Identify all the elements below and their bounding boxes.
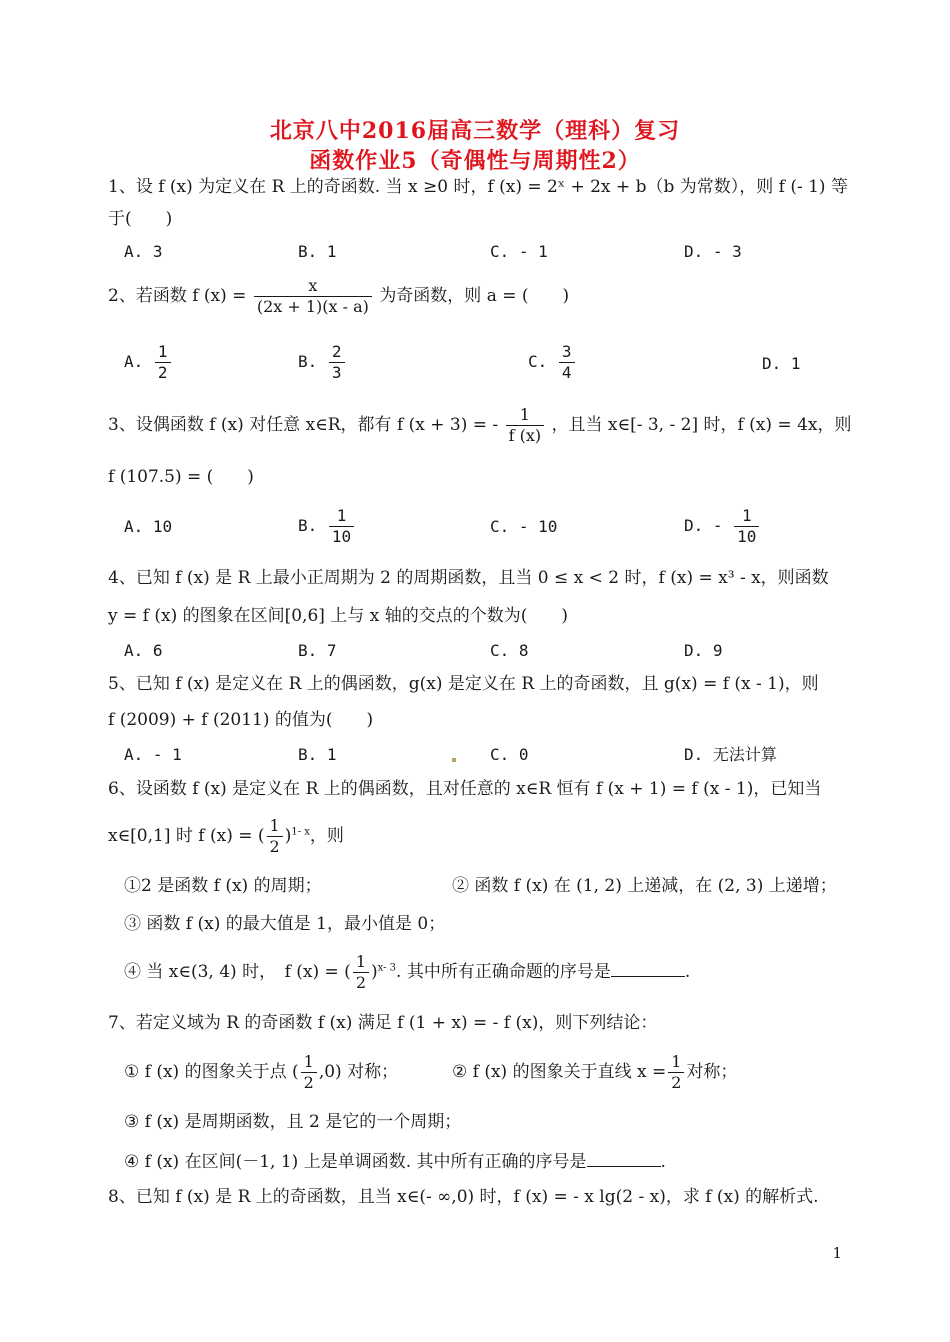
q3-option-d-den: 10 [734, 526, 759, 547]
q2-option-a [124, 342, 173, 383]
q6-line-2-suffix: ，则 [309, 826, 344, 846]
q7-item-1 [124, 1052, 398, 1093]
q7-item-4-text: ④ f (x) 在区间(－1, 1) 上是单调函数. 其中所有正确的序号是 [124, 1152, 587, 1172]
q2-option-d: D. 1 [762, 354, 801, 373]
q7-item-2 [452, 1052, 737, 1093]
q6-half-num: 1 [269, 816, 280, 835]
q3-option-b-num: 1 [336, 506, 347, 525]
q7-item-1-half-num: 1 [303, 1052, 314, 1071]
q7-item-3: ③ f (x) 是周期函数，且 2 是它的一个周期； [124, 1112, 462, 1132]
q4-option-b: B. 7 [298, 641, 337, 660]
title-line-1: 北京八中2016届高三数学（理科）复习 [269, 118, 681, 144]
q3-suffix: ，且当 x∈[- 3, - 2] 时，f (x) = 4x，则 [551, 415, 852, 435]
q6-item-4: ④ 当 x∈(3, 4) 时， f (x) = ( $\frac{1}{2}$ )$^{x- 3}$. 其中所有正确命题的序号是 . [124, 952, 691, 992]
q1-line-1: 1、设 f (x) 为定义在 R 上的奇函数. 当 x ≥0 时，f (x) = 2ˣ + 2x + b（b 为常数），则 f (- 1) 等 [108, 177, 848, 197]
q1-option-a: A. 3 [124, 242, 163, 261]
q6-line-2: x∈[0,1] 时 f (x) = ( $\frac{1}{2}$ )$^{1- x}$，则 [108, 816, 344, 856]
q3-option-c: C. - 10 [490, 517, 558, 536]
q6-item-4-prefix: ④ 当 x∈(3, 4) 时， f (x) = ( [124, 962, 351, 982]
q2-option-c [528, 342, 577, 383]
q3-line-2: f (107.5) = ( ) [108, 467, 254, 487]
page-number: 1 [832, 1244, 842, 1262]
q1-option-b: B. 1 [298, 242, 337, 261]
q3-option-b-den: 10 [329, 526, 354, 547]
q7-item-2-half-den: 2 [668, 1072, 684, 1093]
q5-option-a: A. - 1 [124, 745, 182, 764]
q3-line-1 [108, 405, 851, 446]
q5-line-2: f (2009) + f (2011) 的值为( ) [108, 710, 374, 730]
q4-option-c: C. 8 [490, 641, 529, 660]
q7-item-4: ④ f (x) 在区间(－1, 1) 上是单调函数. 其中所有正确的序号是 . [124, 1148, 666, 1173]
q7-item-2-suffix: 对称； [686, 1062, 738, 1082]
q2-fraction-den: (2x + 1)(x - a) [254, 296, 372, 317]
q6-answer-blank[interactable] [611, 958, 685, 977]
q6-item-4-half-num: 1 [355, 952, 367, 971]
q7-item-2-half-num: 1 [671, 1052, 682, 1071]
q6-half-den: 2 [267, 836, 283, 857]
q3-fraction-den: f (x) [506, 425, 545, 446]
q2-option-c-label: C. [528, 352, 548, 371]
q2-option-b-label: B. [298, 352, 318, 371]
q8-line-1: 8、已知 f (x) 是 R 上的奇函数，且当 x∈(- ∞,0) 时，f (x) = - x lg(2 - x)，求 f (x) 的解析式. [108, 1187, 819, 1207]
q6-line-2-prefix: x∈[0,1] 时 f (x) = ( [108, 826, 265, 846]
q6-line-2-exponent: 1- x [291, 826, 310, 838]
q2-fraction [254, 276, 372, 317]
q1-option-c: C. - 1 [490, 242, 548, 261]
q6-item-1: ①2 是函数 f (x) 的周期； [124, 876, 322, 896]
q1-line-2: 于( ) [108, 209, 173, 229]
q2-option-a-label: A. [124, 352, 144, 371]
q6-item-4-suffix: . 其中所有正确命题的序号是 [396, 962, 611, 982]
q3-option-b-label: B. [298, 516, 318, 535]
q7-answer-blank[interactable] [587, 1148, 661, 1167]
q2-option-c-den: 4 [559, 362, 575, 383]
q5-option-c: C. 0 [490, 745, 529, 764]
q7-item-2-prefix: ② f (x) 的图象关于直线 x = [452, 1062, 667, 1082]
q4-line-1: 4、已知 f (x) 是 R 上最小正周期为 2 的周期函数，且当 0 ≤ x < 2 时，f (x) = x³ - x，则函数 [108, 568, 829, 588]
q3-option-a: A. 10 [124, 517, 173, 536]
q7-item-1-half-den: 2 [301, 1072, 317, 1093]
q6-item-3: ③ 函数 f (x) 的最大值是 1，最小值是 0； [124, 914, 446, 934]
title-line-2: 函数作业5（奇偶性与周期性2） [309, 148, 641, 174]
q2-option-a-den: 2 [155, 362, 171, 383]
q1-option-d: D. - 3 [684, 242, 742, 261]
q6-item-4-exponent: x- 3 [377, 962, 397, 974]
q7-item-1-suffix: ,0) 对称； [318, 1062, 399, 1082]
q3-option-d-label: D. - [684, 516, 723, 535]
q5-option-d: D. 无法计算 [684, 745, 777, 764]
q4-option-a: A. 6 [124, 641, 163, 660]
q2-option-c-num: 3 [561, 342, 572, 361]
q2-option-b [298, 342, 347, 383]
q4-line-2: y = f (x) 的图象在区间[0,6] 上与 x 轴的交点的个数为( ) [108, 606, 568, 626]
q2-fraction-num: x [308, 276, 318, 295]
q5-option-b: B. 1 [298, 745, 337, 764]
q7-line-1: 7、若定义域为 R 的奇函数 f (x) 满足 f (1 + x) = - f (x)，则下列结论： [108, 1013, 658, 1033]
q2-option-b-den: 3 [329, 362, 345, 383]
q7-item-1-prefix: ① f (x) 的图象关于点 ( [124, 1062, 299, 1082]
q2-suffix: 为奇函数，则 a = ( ) [379, 286, 570, 306]
q3-fraction [506, 405, 545, 446]
q4-option-d: D. 9 [684, 641, 723, 660]
q2-prefix: 2、若函数 f (x) = [108, 286, 247, 306]
q2-option-a-num: 1 [157, 342, 168, 361]
q3-prefix: 3、设偶函数 f (x) 对任意 x∈R，都有 f (x + 3) = - [108, 415, 499, 435]
q6-item-4-half-den: 2 [353, 972, 369, 993]
q3-option-d-num: 1 [741, 506, 752, 525]
q2-line [108, 276, 569, 317]
q5-line-1: 5、已知 f (x) 是定义在 R 上的偶函数，g(x) 是定义在 R 上的奇函数，且 g(x) = f (x - 1)，则 [108, 674, 819, 694]
q3-option-b [298, 506, 356, 547]
q3-option-d [684, 506, 761, 547]
stray-dot [452, 758, 456, 762]
q3-fraction-num: 1 [519, 405, 530, 424]
q6-line-1: 6、设函数 f (x) 是定义在 R 上的偶函数，且对任意的 x∈R 恒有 f (x + 1) = f (x - 1)，已知当 [108, 779, 822, 799]
q2-option-b-num: 2 [331, 342, 342, 361]
q6-item-2: ② 函数 f (x) 在 (1, 2) 上递减，在 (2, 3) 上递增； [452, 876, 837, 896]
